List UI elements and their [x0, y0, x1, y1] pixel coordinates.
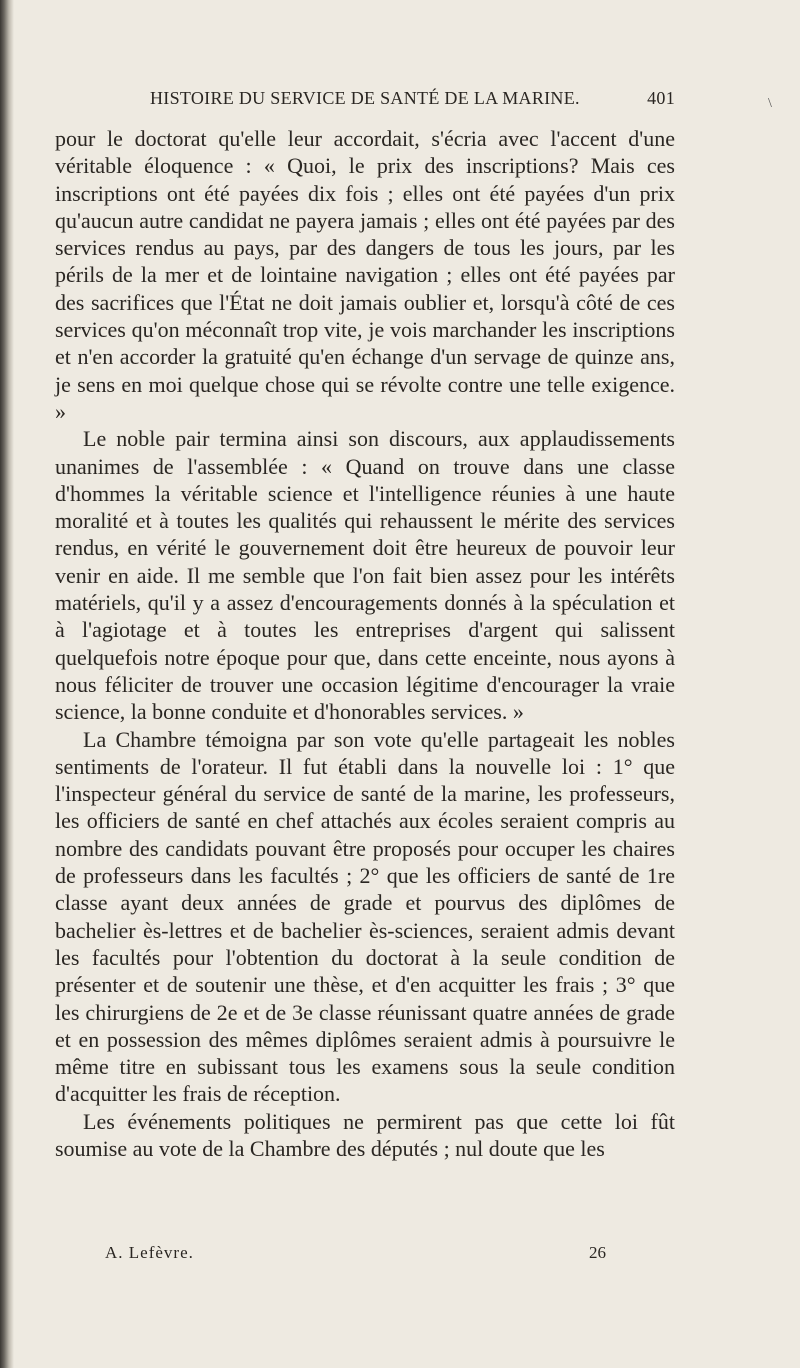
signature-author: A. Lefèvre. [105, 1243, 194, 1262]
running-head [55, 88, 675, 118]
paragraph: pour le doctorat qu'elle leur accordait, s'écria avec l'accent d'une véritable éloquence : « Quoi, le prix des inscriptions? Mais ces inscriptions ont été payées dix fois ; elles ont été payées d'un prix qu'aucun autre candidat ne payera jamais ; elles ont été payées par des services rendus au pays, par des dangers de tous les jours, par les périls de la mer et de lointaine navigation ; elles ont été payées par des sacrifices que l'État ne doit jamais oublier et, lorsqu'à côté de ces services qu'on méconnaît trop vite, je vois marchander les inscriptions et n'en accorder la gratuité qu'en échange d'un servage de quinze ans, je sens en moi quelque chose qui se révolte contre une telle exigence. » [55, 126, 675, 424]
margin-mark: \ [768, 96, 772, 111]
paragraph: Le noble pair termina ainsi son discours, aux applaudissements unanimes de l'assemblée : « Quand on trouve dans une classe d'hommes la véritable science et l'intelligence réunies à une haute moralité et à toutes les qualités qui rehaussent le mérite des services rendus, en vérité le gouvernement doit être heureux de pouvoir leur venir en aide. Il me semble que l'on fait bien assez pour les intérêts matériels, qu'il y a assez d'encouragements donnés à la spéculation et à l'agiotage et à toutes les entreprises d'argent qui salissent quelquefois notre époque pour que, dans cette enceinte, nous ayons à nous féliciter de trouver une occasion légitime d'encourager la vraie science, la bonne conduite et d'honorables services. » [55, 426, 675, 725]
running-title: HISTOIRE DU SERVICE DE SANTÉ DE LA MARINE. [150, 88, 580, 108]
signature-number: 26 [589, 1243, 606, 1262]
printer-signature [105, 1243, 625, 1269]
paragraph: Les événements politiques ne permirent pas que cette loi fût soumise au vote de la Chambre des députés ; nul doute que les [55, 1108, 675, 1161]
page-number: 401 [647, 88, 675, 108]
book-binding-edge [0, 0, 14, 1368]
page-text [55, 125, 675, 1162]
paragraph: La Chambre témoigna par son vote qu'elle partageait les nobles sentiments de l'orateur. Il fut établi dans la nouvelle loi : 1° que l'inspecteur général du service de santé de la marine, les professeurs, les officiers de santé en chef attachés aux écoles seraient compris au nombre des candidats pouvant être proposés pour occuper les chaires de professeurs dans les facultés ; 2° que les officiers de santé de 1re classe ayant deux années de grade et pourvus des diplômes de bachelier ès-lettres et de bachelier ès-sciences, seraient admis devant les facultés pour l'obtention du doctorat à la seule condition de présenter et de soutenir une thèse, et d'en acquitter les frais ; 3° que les chirurgiens de 2e et de 3e classe réunissant quatre années de grade et en possession des mêmes diplômes seraient admis à poursuivre le même titre en subissant tous les examens sous la seule condition d'acquitter les frais de réception. [55, 726, 675, 1107]
